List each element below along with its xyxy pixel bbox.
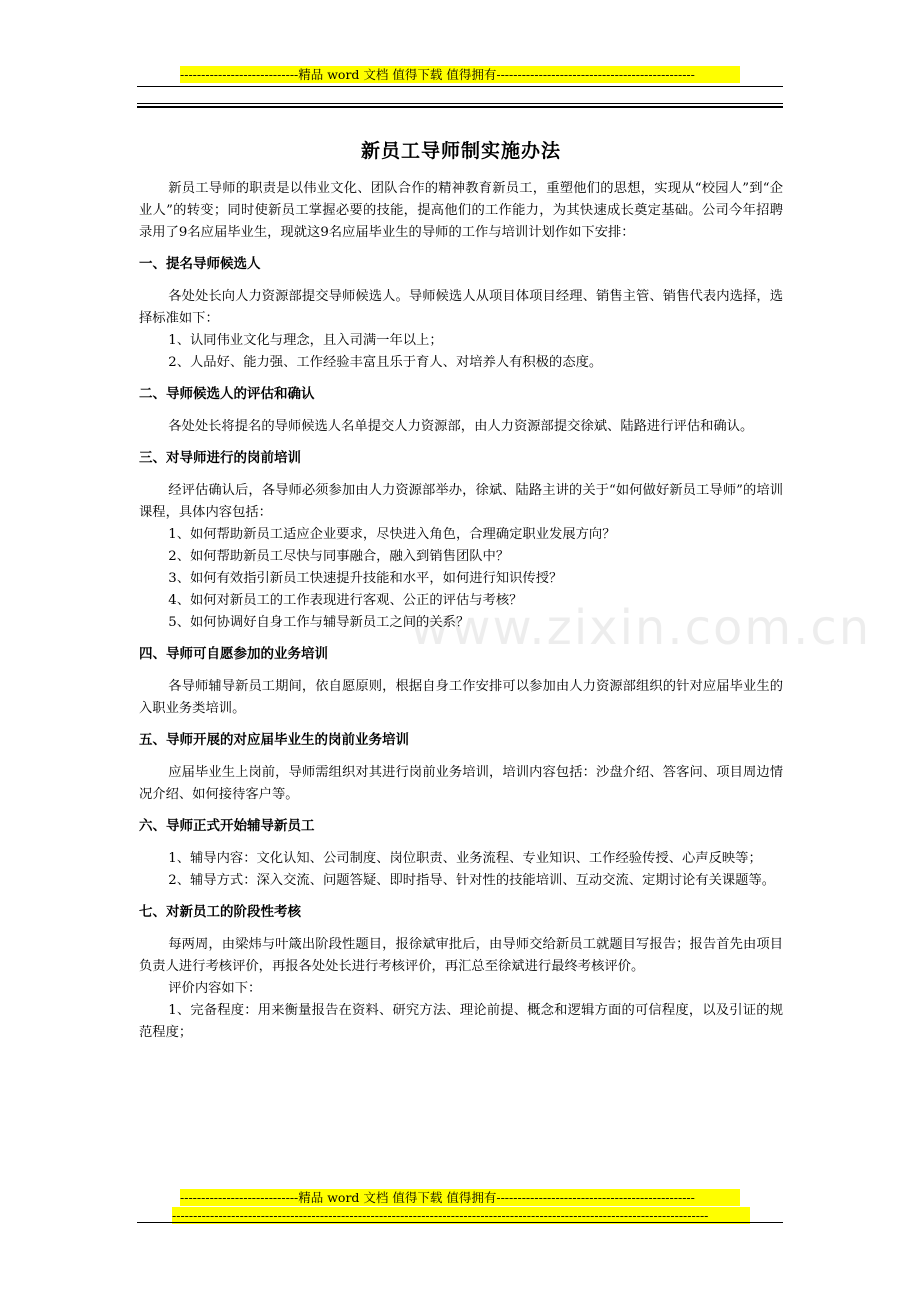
list-item: 2、人品好、能力强、工作经验丰富且乐于育人、对培养人有积极的态度。 <box>168 355 603 370</box>
section-3-heading: 三、对导师进行的岗前培训 <box>139 450 301 466</box>
section-7-subheading: 评价内容如下： <box>168 981 262 996</box>
section-1-paragraph: 各处处长向人力资源部提交导师候选人。导师候选人从项目体项目经理、销售主管、销售代表内选择，选择标准如下： <box>139 289 783 326</box>
list-item: 2、辅导方式：深入交流、问题答疑、即时指导、针对性的技能培训、互动交流、定期讨论有关课题等。 <box>168 873 776 888</box>
watermark: www.zixin.com.cn <box>410 600 872 656</box>
section-2-paragraph: 各处处长将提名的导师候选人名单提交人力资源部，由人力资源部提交徐斌、陆路进行评估和确认。 <box>168 419 754 434</box>
list-item: 4、如何对新员工的工作表现进行客观、公正的评估与考核？ <box>168 593 523 608</box>
section-7-heading: 七、对新员工的阶段性考核 <box>139 904 301 920</box>
list-item: 1、辅导内容：文化认知、公司制度、岗位职责、业务流程、专业知识、工作经验传授、心声反映等； <box>168 851 762 866</box>
list-item: 5、如何协调好自身工作与辅导新员工之间的关系？ <box>168 615 470 630</box>
section-2-heading: 二、导师候选人的评估和确认 <box>139 386 315 402</box>
list-item: 2、如何帮助新员工尽快与同事融合，融入到销售团队中？ <box>168 549 510 564</box>
section-6-heading: 六、导师正式开始辅导新员工 <box>139 818 315 834</box>
list-item: 1、如何帮助新员工适应企业要求，尽快进入角色，合理确定职业发展方向？ <box>168 527 616 542</box>
section-4-heading: 四、导师可自愿参加的业务培训 <box>139 646 328 662</box>
intro-paragraph: 新员工导师的职责是以伟业文化、团队合作的精神教育新员工，重塑他们的思想，实现从“校园人”到“企业人”的转变；同时使新员工掌握必要的技能，提高他们的工作能力，为其快速成长奠定基础。公司今年招聘录用了9名应届毕业生，现就这9名应届毕业生的导师的工作与培训计划作如下安排： <box>139 181 783 240</box>
section-3-paragraph: 经评估确认后，各导师必须参加由人力资源部举办，徐斌、陆路主讲的关于“如何做好新员工导师”的培训课程，具体内容包括： <box>139 483 783 520</box>
list-item: 1、完备程度：用来衡量报告在资料、研究方法、理论前提、概念和逻辑方面的可信程度，以及引证的规范程度； <box>139 1003 783 1040</box>
section-5-paragraph: 应届毕业生上岗前，导师需组织对其进行岗前业务培训，培训内容包括：沙盘介绍、答客问、项目周边情况介绍、如何接待客户等。 <box>139 765 783 802</box>
section-1-heading: 一、提名导师候选人 <box>139 256 261 272</box>
document-body <box>139 134 783 1044</box>
footer-banner: ----------------------------精品 word 文档 值得下载 值得拥有----------------------------------------------- <box>180 1189 740 1206</box>
header-banner: ----------------------------精品 word 文档 值得下载 值得拥有----------------------------------------------- <box>180 66 740 83</box>
list-item: 3、如何有效指引新员工快速提升技能和水平，如何进行知识传授？ <box>168 571 563 586</box>
header-double-rule <box>137 103 783 108</box>
footer-dash-banner: ------------------------------------------------------------------------------------------------------------------------------- <box>172 1207 750 1224</box>
section-7-paragraph: 每两周，由梁炜与叶箴出阶段性题目，报徐斌审批后，由导师交给新员工就题目写报告；报告首先由项目负责人进行考核评价，再报各处处长进行考核评价，再汇总至徐斌进行最终考核评价。 <box>139 937 783 974</box>
section-4-paragraph: 各导师辅导新员工期间，依自愿原则，根据自身工作安排可以参加由人力资源部组织的针对应届毕业生的入职业务类培训。 <box>139 679 783 716</box>
section-5-heading: 五、导师开展的对应届毕业生的岗前业务培训 <box>139 732 409 748</box>
list-item: 1、认同伟业文化与理念，且入司满一年以上； <box>168 333 443 348</box>
page-title: 新员工导师制实施办法 <box>360 140 561 162</box>
header-rule <box>137 86 783 87</box>
footer-rule <box>137 1222 783 1223</box>
